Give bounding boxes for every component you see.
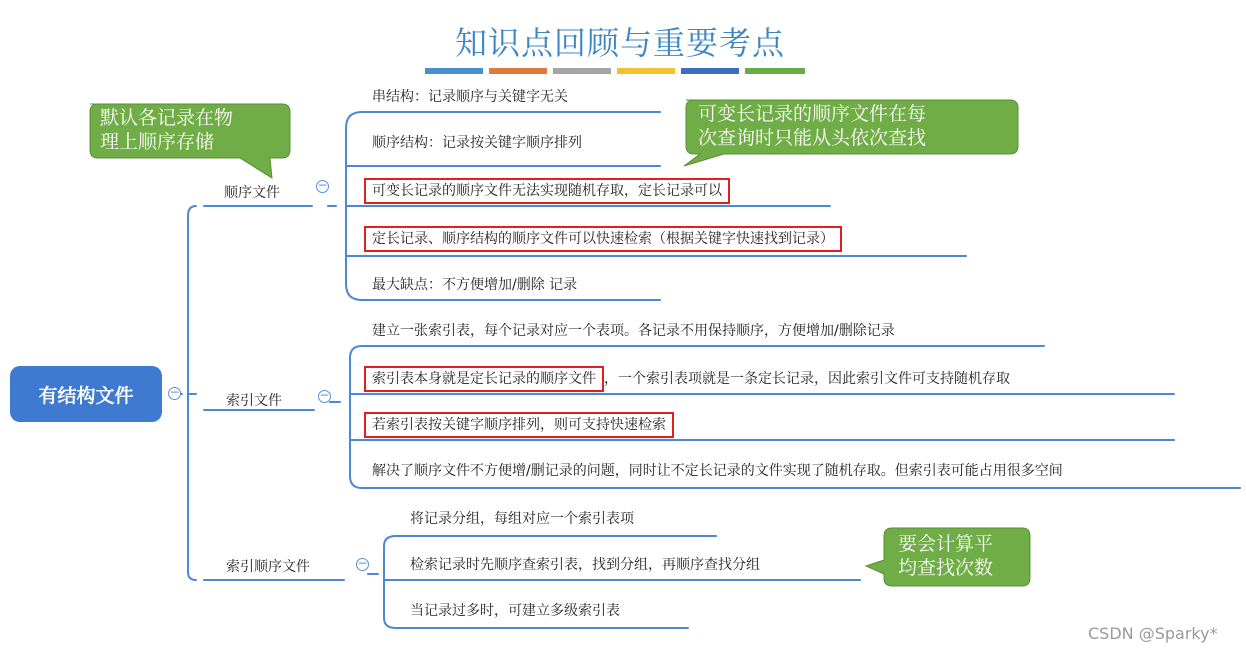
callout-average-search-length xyxy=(898,532,993,580)
callout-1-line-2: 理上顺序存储 xyxy=(100,131,215,153)
node-build-index-table[interactable]: 建立一张索引表，每个记录对应一个表项。各记录不用保持顺序，方便增加/删除记录 xyxy=(372,323,895,339)
node-string-structure[interactable]: 串结构：记录顺序与关键字无关 xyxy=(372,89,568,105)
title-bar-5 xyxy=(681,68,739,74)
node-search-index-then-group[interactable]: 检索记录时先顺序查索引表，找到分组，再顺序查找分组 xyxy=(410,557,760,573)
branch-indexed-sequential-collapse-icon[interactable]: − xyxy=(357,556,368,570)
callout-variable-length-search-from-start xyxy=(698,102,926,150)
callout-3-line-2: 均查找次数 xyxy=(898,557,994,579)
highlight-index-table-fixed-length: 索引表本身就是定长记录的顺序文件 xyxy=(364,366,604,392)
branch-label-index-file[interactable]: 索引文件 xyxy=(226,393,282,409)
title-bar-2 xyxy=(489,68,547,74)
title-bar-4 xyxy=(617,68,675,74)
node-variable-length-no-random-access[interactable]: 可变长记录的顺序文件无法实现随机存取，定长记录可以 xyxy=(364,178,730,204)
branch-label-sequential-file[interactable]: 顺序文件 xyxy=(224,185,280,201)
title-bar-6 xyxy=(745,68,805,74)
callout-2-line-1: 可变长记录的顺序文件在每 xyxy=(698,103,927,125)
branch-sequential-collapse-icon[interactable]: − xyxy=(317,178,328,192)
index-table-random-access-text: ，一个索引表项就是一条定长记录，因此索引文件可支持随机存取 xyxy=(604,371,1010,387)
node-group-records[interactable]: 将记录分组，每组对应一个索引表项 xyxy=(410,511,634,527)
node-biggest-drawback[interactable]: 最大缺点：不方便增加/删除 记录 xyxy=(372,277,578,293)
node-fixed-length-fast-search[interactable]: 定长记录、顺序结构的顺序文件可以快速检索（根据关键字快速找到记录） xyxy=(364,226,842,252)
root-collapse-icon[interactable]: − xyxy=(169,385,180,399)
callout-physically-sequential xyxy=(100,106,233,154)
branch-index-collapse-icon[interactable]: − xyxy=(319,388,330,402)
title-bar-1 xyxy=(425,68,483,74)
node-sorted-index-fast-search[interactable]: 若索引表按关键字顺序排列，则可支持快速检索 xyxy=(364,412,674,438)
root-node[interactable] xyxy=(10,366,162,422)
root-label: 有结构文件 xyxy=(38,384,134,407)
node-solves-sequential-problem[interactable]: 解决了顺序文件不方便增/删记录的问题，同时让不定长记录的文件实现了随机存取。但索引表可能占用很多空间 xyxy=(372,463,1063,479)
callout-2-line-2: 次查询时只能从头依次查找 xyxy=(698,127,927,149)
node-index-table-is-sequential-file[interactable] xyxy=(372,366,1010,392)
title-bar-3 xyxy=(553,68,611,74)
page-title: 知识点回顾与重要考点 xyxy=(454,24,785,62)
watermark: CSDN @Sparky* xyxy=(1088,624,1218,643)
callout-1-line-1: 默认各记录在物 xyxy=(100,107,234,129)
node-multilevel-index[interactable]: 当记录过多时，可建立多级索引表 xyxy=(410,603,620,619)
branch-label-indexed-sequential-file[interactable]: 索引顺序文件 xyxy=(226,559,310,575)
node-sequential-structure[interactable]: 顺序结构：记录按关键字顺序排列 xyxy=(372,135,582,151)
callout-3-line-1: 要会计算平 xyxy=(898,533,994,555)
